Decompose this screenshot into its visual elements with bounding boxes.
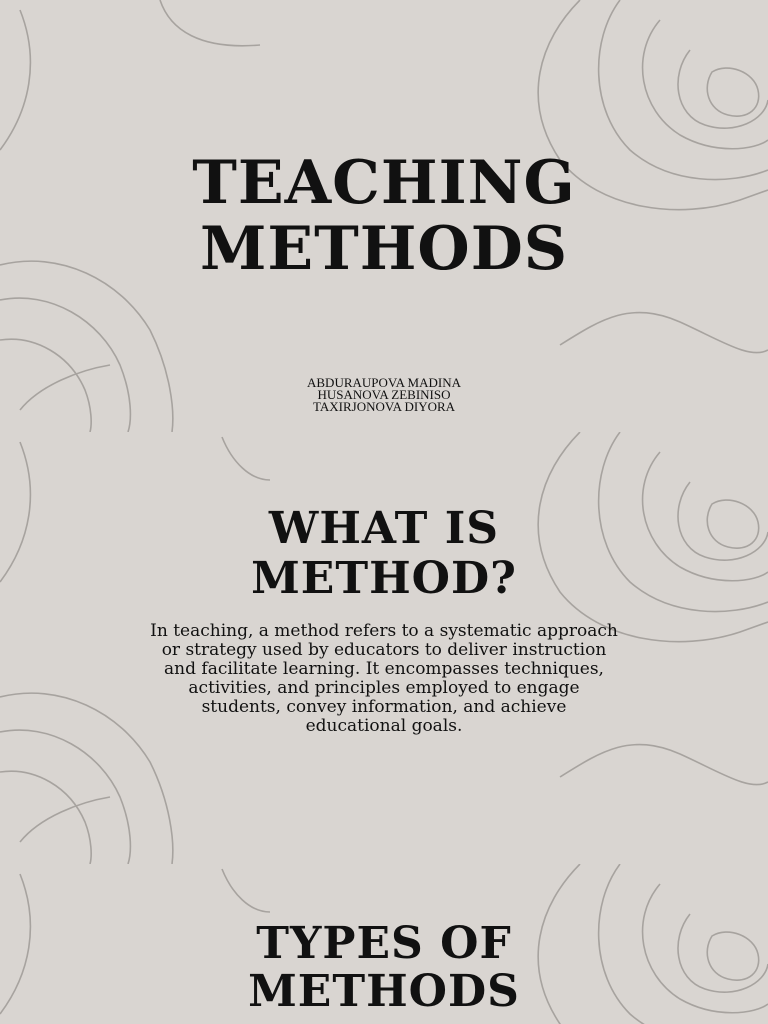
author-name: TAXIRJONOVA DIYORA: [312, 399, 456, 414]
section-title: [0, 920, 768, 1016]
paragraph-line: or strategy used by educators to deliver instruction: [161, 640, 607, 660]
presentation-title: [0, 150, 768, 282]
author-name: HUSANOVA ZEBINISO: [317, 387, 451, 402]
title-line: TYPES OF: [256, 918, 512, 969]
paragraph-line: educational goals.: [305, 716, 463, 736]
paragraph-line: In teaching, a method refers to a systematic approach: [150, 621, 618, 641]
author-name: ABDURAUPOVA MADINA: [307, 375, 461, 390]
section-title: [0, 504, 768, 604]
author-list: [0, 377, 768, 413]
slide-types-of-methods: [0, 864, 768, 1024]
title-line: METHOD?: [251, 553, 517, 604]
slide-title: [0, 0, 768, 432]
slide-what-is-method: [0, 432, 768, 864]
title-line: TEACHING: [192, 148, 576, 218]
paragraph-line: activities, and principles employed to engage: [188, 678, 580, 698]
title-line: METHODS: [248, 966, 520, 1017]
title-line: WHAT IS: [268, 503, 500, 554]
paragraph-line: and facilitate learning. It encompasses techniques,: [164, 659, 604, 679]
definition-paragraph: [0, 622, 768, 736]
paragraph-line: students, convey information, and achieve: [201, 697, 567, 717]
title-line: METHODS: [199, 214, 569, 284]
